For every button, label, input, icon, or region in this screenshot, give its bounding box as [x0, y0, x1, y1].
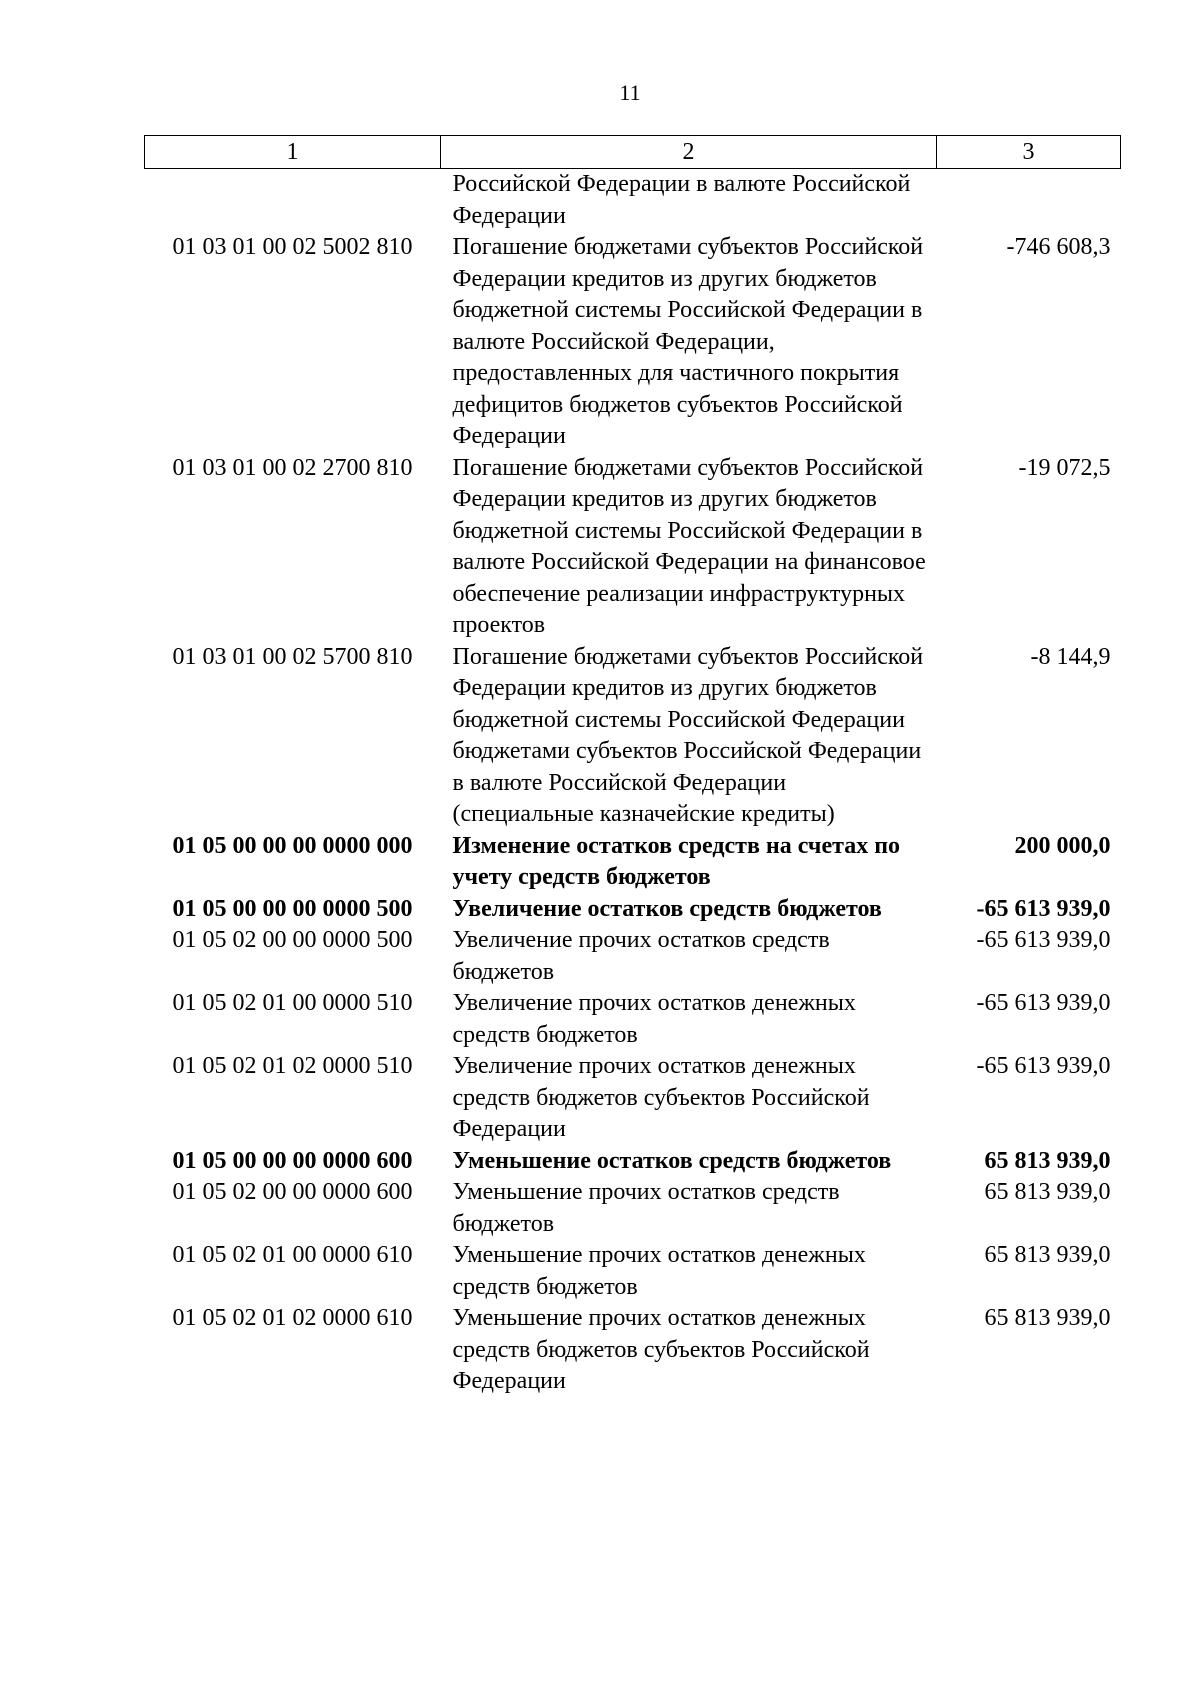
row-name: Увеличение прочих остатков денежных средств бюджетов субъектов Российской Федерации	[452, 1053, 870, 1142]
row-value: -746 608,3	[1006, 234, 1111, 260]
row-name: Уменьшение остатков средств бюджетов	[452, 1147, 892, 1174]
row-name: Погашение бюджетами субъектов Российской Федерации кредитов из других бюджетов бюджетной системы Российской Федерации в валюте Российской Федерации, предоставленных для частичного покрытия дефицитов бюджетов субъектов Российской Федерации	[452, 234, 924, 449]
budget-table	[144, 135, 1121, 1398]
row-value: -65 613 939,0	[976, 1053, 1111, 1079]
row-code: 01 03 01 00 02 5700 810	[172, 643, 413, 670]
row-value: 65 813 939,0	[984, 1147, 1111, 1174]
row-value: -19 072,5	[1018, 454, 1111, 481]
row-value: 200 000,0	[1014, 832, 1111, 859]
row-code: 01 05 00 00 00 0000 000	[172, 832, 413, 859]
row-name: Увеличение остатков средств бюджетов	[452, 895, 882, 922]
table-row	[145, 1177, 1121, 1240]
row-code: 01 05 02 01 00 0000 610	[172, 1242, 413, 1268]
table-row	[145, 1240, 1121, 1303]
table-row	[145, 169, 1121, 233]
row-code: 01 05 02 01 02 0000 610	[172, 1305, 413, 1331]
row-name: Уменьшение прочих остатков денежных средств бюджетов субъектов Российской Федерации	[452, 1305, 870, 1394]
table-row	[145, 642, 1121, 831]
table-row	[145, 988, 1121, 1051]
table-row-bold	[145, 831, 1121, 894]
row-name: Уменьшение прочих остатков денежных средств бюджетов	[452, 1242, 866, 1300]
row-name: Увеличение прочих остатков денежных средств бюджетов	[452, 990, 856, 1048]
row-name: Погашение бюджетами субъектов Российской Федерации кредитов из других бюджетов бюджетной системы Российской Федерации в валюте Российской Федерации на финансовое обеспечение реализации инфраструктурных проектов	[452, 454, 926, 638]
table-row-bold	[145, 1146, 1121, 1178]
row-code: 01 05 02 00 00 0000 600	[172, 1179, 413, 1205]
row-name: Уменьшение прочих остатков средств бюджетов	[452, 1179, 840, 1237]
header-col-3: 3	[937, 136, 1121, 169]
row-value: 65 813 939,0	[984, 1305, 1111, 1331]
row-code: 01 03 01 00 02 2700 810	[172, 454, 413, 481]
row-name: Погашение бюджетами субъектов Российской Федерации кредитов из других бюджетов бюджетной системы Российской Федерации бюджетами субъектов Российской Федерации в валюте Российской Федерации (специальные казначейские кредиты)	[452, 643, 924, 827]
header-row	[145, 136, 1121, 169]
page-number: 11	[619, 80, 641, 105]
table-row	[145, 1303, 1121, 1398]
table-row-bold	[145, 894, 1121, 926]
table-row	[145, 453, 1121, 642]
row-name: Российской Федерации в валюте Российской Федерации	[452, 171, 911, 229]
header-col-1: 1	[145, 136, 441, 169]
row-code: 01 05 02 00 00 0000 500	[172, 927, 413, 953]
row-value: 65 813 939,0	[984, 1179, 1111, 1205]
row-code: 01 03 01 00 02 5002 810	[172, 234, 413, 260]
row-name: Изменение остатков средств на счетах по учету средств бюджетов	[452, 832, 901, 890]
row-value: -8 144,9	[1030, 643, 1111, 670]
table-row	[145, 232, 1121, 453]
row-code: 01 05 00 00 00 0000 600	[172, 1147, 413, 1174]
row-value: -65 613 939,0	[976, 990, 1111, 1016]
header-col-2: 2	[441, 136, 937, 169]
row-code: 01 05 02 01 00 0000 510	[172, 990, 413, 1016]
table-row	[145, 925, 1121, 988]
row-code: 01 05 00 00 00 0000 500	[172, 895, 413, 922]
row-name: Увеличение прочих остатков средств бюджетов	[452, 927, 830, 985]
row-value: -65 613 939,0	[976, 895, 1111, 922]
row-value: -65 613 939,0	[976, 927, 1111, 953]
row-code: 01 05 02 01 02 0000 510	[172, 1053, 413, 1079]
table-row	[145, 1051, 1121, 1146]
row-value: 65 813 939,0	[984, 1242, 1111, 1268]
row-value	[937, 169, 1121, 233]
row-code	[145, 169, 441, 233]
